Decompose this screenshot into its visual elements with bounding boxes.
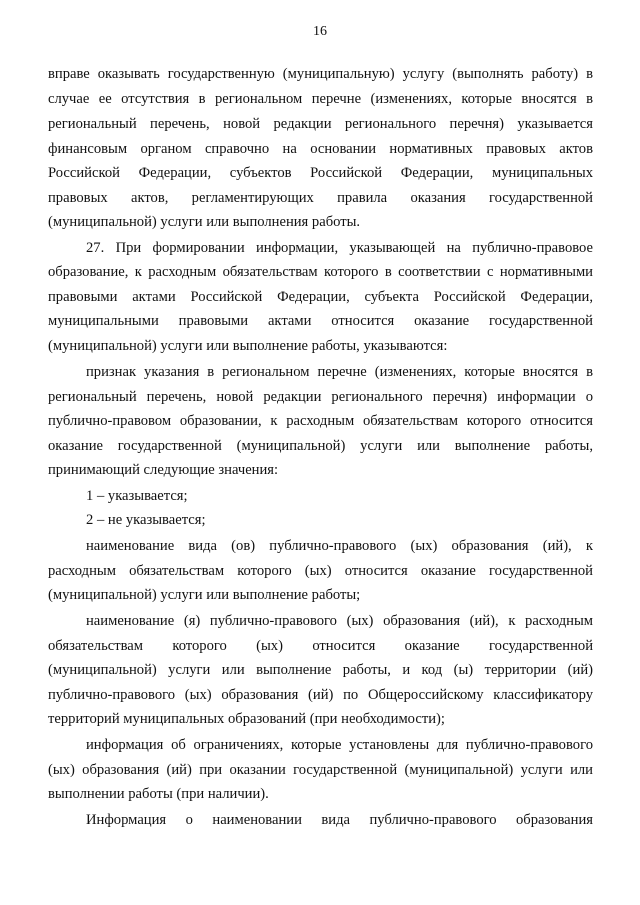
text-line: информация об ограничениях, которые установлены для публично-правового [86, 737, 593, 753]
text-line: публично-правового (ых) образования (ий) по Общероссийскому классификатору [48, 687, 593, 703]
text-line: принимающий следующие значения: [48, 462, 279, 478]
text-line: 2 – не указывается; [86, 512, 206, 528]
text-line: (муниципальной) услуги или выполнения работы. [48, 214, 361, 230]
text-line: (ых) образования (ий) при оказании государственной (муниципальной) услуги или [48, 762, 593, 778]
text-line: правовыми актами Российской Федерации, субъекта Российской Федерации, [48, 289, 593, 305]
text-line: наименование вида (ов) публично-правового (ых) образования (ий), к [86, 538, 593, 554]
text-line: Информация о наименовании вида публично-правового образования [86, 812, 593, 828]
text-line: (муниципальной) услуги или выполнение работы, и код (ы) территории (ий) [48, 662, 593, 678]
text-line: обязательствам которого (ых) относится оказание государственной [48, 638, 593, 654]
text-line: (муниципальной) услуги или выполнение работы, указываются: [48, 338, 448, 354]
text-line: (муниципальной) услуги или выполнение работы; [48, 587, 361, 603]
text-line: территорий муниципальных образований (при необходимости); [48, 711, 445, 727]
text-line: муниципальными правовыми актами относится оказание государственной [48, 313, 593, 329]
text-line: правовых актов, регламентирующих правила оказания государственной [48, 190, 593, 206]
text-line: финансовым органом справочно на основании нормативных правовых актов [48, 141, 593, 157]
text-line: региональный перечень, новой редакции регионального перечня) информации о [48, 389, 593, 405]
text-line: 27. При формировании информации, указывающей на публично-правовое [86, 240, 593, 256]
text-line: признак указания в региональном перечне (изменениях, которые вносятся в [86, 364, 593, 380]
text-line: образование, к расходным обязательствам которого в соответствии с нормативными [48, 264, 593, 280]
text-line: публично-правовом образовании, к расходным обязательствам которого относится [48, 413, 593, 429]
text-line: расходным обязательствам которого (ых) относится оказание государственной [48, 563, 593, 579]
text-line: наименование (я) публично-правового (ых) образования (ий), к расходным [86, 613, 593, 629]
text-line: региональный перечень, новой редакции регионального перечня) указывается [48, 116, 593, 132]
text-line: выполнении работы (при наличии). [48, 786, 269, 802]
text-line: 1 – указывается; [86, 488, 188, 504]
text-line: оказание государственной (муниципальной) услуги или выполнение работы, [48, 438, 593, 454]
text-line: случае ее отсутствия в региональном перечне (изменениях, которые вносятся в [48, 91, 593, 107]
text-line: Российской Федерации, субъектов Российской Федерации, муниципальных [48, 165, 593, 181]
text-line: вправе оказывать государственную (муниципальную) услугу (выполнять работу) в [48, 66, 593, 82]
page-number: 16 [313, 24, 327, 39]
